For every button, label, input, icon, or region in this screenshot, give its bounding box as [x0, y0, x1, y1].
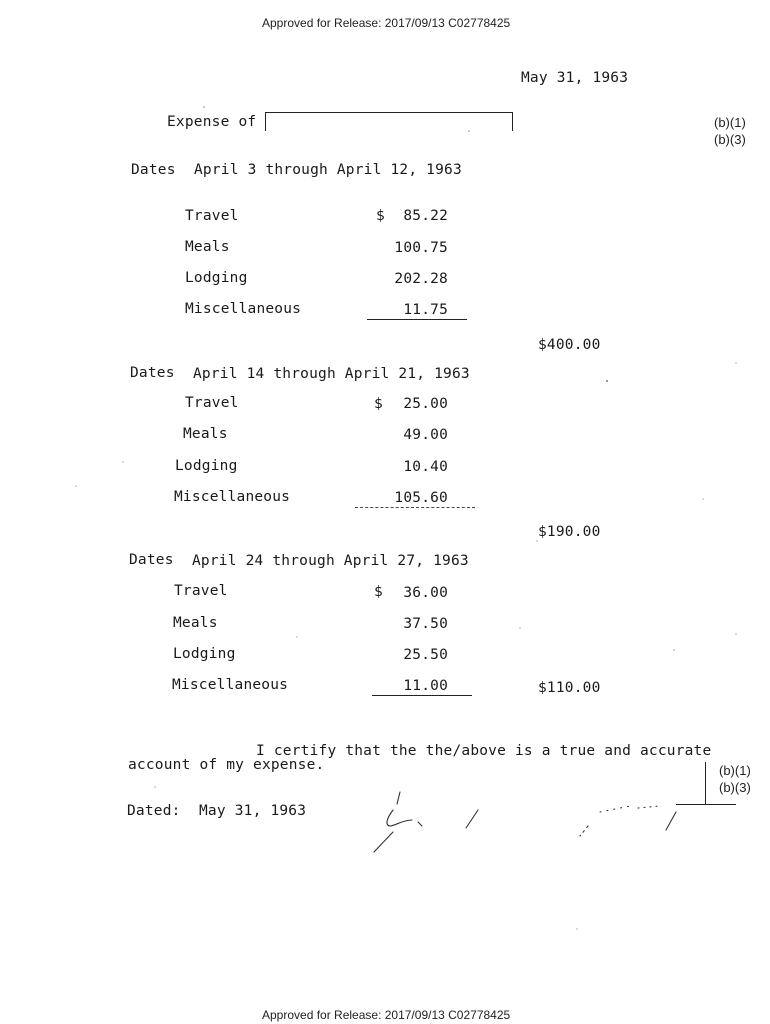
dates-label: Dates: [131, 162, 176, 178]
item-amount-miscellaneous: 11.00: [403, 678, 448, 694]
period-total: $110.00: [538, 680, 601, 696]
dated-label: Dated:: [127, 803, 181, 819]
item-label-meals: Meals: [183, 426, 228, 442]
item-amount-lodging: 202.28: [394, 271, 448, 287]
item-label-travel: Travel: [185, 395, 239, 411]
redaction-code: (b)(1): [714, 115, 746, 130]
period-total: $190.00: [538, 524, 601, 540]
dates-label: Dates: [129, 552, 174, 568]
period-total: $400.00: [538, 337, 601, 353]
item-label-lodging: Lodging: [173, 646, 236, 662]
item-label-travel: Travel: [185, 208, 239, 224]
item-amount-miscellaneous: 11.75: [403, 302, 448, 318]
dates-range: April 14 through April 21, 1963: [193, 366, 470, 382]
item-label-lodging: Lodging: [175, 458, 238, 474]
dates-range: April 3 through April 12, 1963: [194, 162, 462, 178]
release-stamp-top: Approved for Release: 2017/09/13 C02778425: [262, 16, 511, 30]
item-amount-travel: 85.22: [403, 208, 448, 224]
item-amount-lodging: 10.40: [403, 459, 448, 475]
item-amount-lodging: 25.50: [403, 647, 448, 663]
currency-symbol: $: [374, 584, 383, 600]
document-date: May 31, 1963: [521, 70, 629, 86]
currency-symbol: $: [374, 396, 383, 412]
expense-of-label: Expense of: [167, 114, 257, 130]
redaction-code: (b)(1): [719, 763, 751, 778]
redaction-code: (b)(3): [714, 132, 746, 147]
item-amount-travel: 25.00: [403, 396, 448, 412]
item-amount-travel: 36.00: [403, 585, 448, 601]
release-stamp-bottom: Approved for Release: 2017/09/13 C02778425: [262, 1008, 511, 1022]
dates-label: Dates: [130, 365, 175, 381]
dates-range: April 24 through April 27, 1963: [192, 553, 469, 569]
item-amount-miscellaneous: 105.60: [394, 490, 448, 506]
item-label-travel: Travel: [174, 583, 228, 599]
dated-value: May 31, 1963: [199, 803, 307, 819]
item-amount-meals: 37.50: [403, 616, 448, 632]
currency-symbol: $: [376, 208, 385, 224]
certification-line-1: I certify that the the/above is a true and accurate: [256, 743, 712, 759]
item-label-meals: Meals: [185, 239, 230, 255]
certification-line-2: account of my expense.: [128, 757, 325, 773]
item-label-miscellaneous: Miscellaneous: [185, 301, 302, 317]
redaction-code: (b)(3): [719, 780, 751, 795]
item-amount-meals: 100.75: [394, 240, 448, 256]
item-label-miscellaneous: Miscellaneous: [174, 489, 291, 505]
item-label-lodging: Lodging: [185, 270, 248, 286]
item-label-miscellaneous: Miscellaneous: [172, 677, 289, 693]
item-label-meals: Meals: [173, 615, 218, 631]
item-amount-meals: 49.00: [403, 427, 448, 443]
